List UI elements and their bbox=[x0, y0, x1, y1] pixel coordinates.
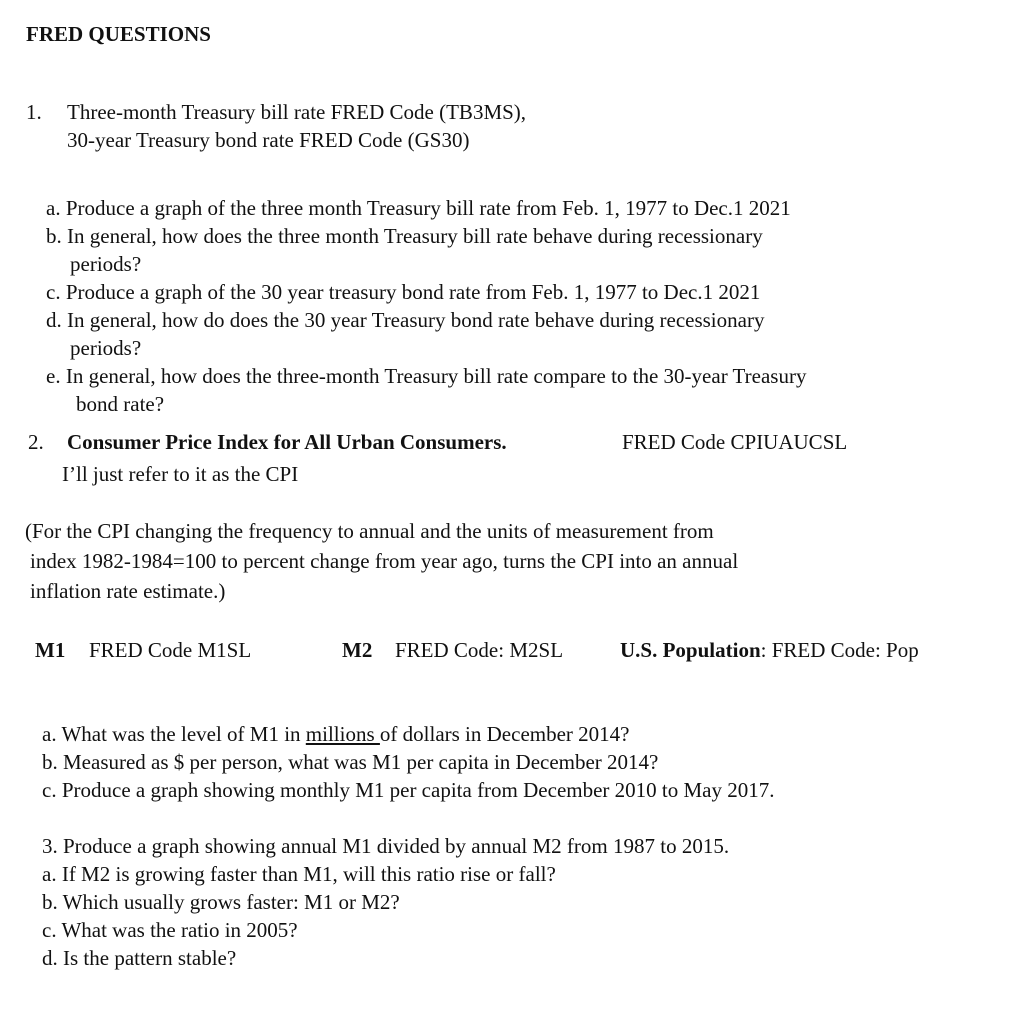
question-2-note: I’ll just refer to it as the CPI bbox=[62, 462, 299, 486]
question-2a-start: a. What was the level of M1 in bbox=[42, 722, 306, 746]
question-1e: e. In general, how does the three-month Treasury bill rate compare to the 30-year Treasury bbox=[46, 364, 807, 388]
question-1a: a. Produce a graph of the three month Treasury bill rate from Feb. 1, 1977 to Dec.1 2021 bbox=[46, 196, 791, 220]
question-2-number: 2. bbox=[28, 430, 44, 454]
m2-fred-code: FRED Code: M2SL bbox=[395, 638, 564, 662]
question-2-fred-code: FRED Code CPIUAUCSL bbox=[622, 430, 848, 454]
population-fred-code bbox=[620, 636, 919, 664]
cpi-paragraph-line-3: inflation rate estimate.) bbox=[30, 579, 226, 603]
question-2a-underlined: millions bbox=[305, 722, 380, 746]
m1-label: M1 bbox=[35, 638, 66, 662]
question-3a: a. If M2 is growing faster than M1, will this ratio rise or fall? bbox=[42, 862, 556, 886]
cpi-paragraph-line-2: index 1982-1984=100 to percent change from year ago, turns the CPI into an annual bbox=[30, 549, 739, 573]
question-1e-continued: bond rate? bbox=[76, 392, 165, 416]
question-1-line-1: Three-month Treasury bill rate FRED Code (TB3MS), bbox=[67, 100, 527, 124]
question-2a bbox=[42, 720, 630, 748]
page-title: FRED QUESTIONS bbox=[26, 22, 211, 46]
question-3: 3. Produce a graph showing annual M1 divided by annual M2 from 1987 to 2015. bbox=[42, 834, 730, 858]
cpi-paragraph-line-1: (For the CPI changing the frequency to annual and the units of measurement from bbox=[25, 519, 714, 543]
question-1-number: 1. bbox=[26, 100, 42, 124]
population-code: : FRED Code: Pop bbox=[760, 638, 919, 662]
m2-label: M2 bbox=[342, 638, 373, 662]
question-1d: d. In general, how do does the 30 year Treasury bond rate behave during recessionary bbox=[46, 308, 765, 332]
question-1c: c. Produce a graph of the 30 year treasury bond rate from Feb. 1, 1977 to Dec.1 2021 bbox=[46, 280, 761, 304]
population-label: U.S. Population bbox=[620, 638, 761, 662]
m1-fred-code: FRED Code M1SL bbox=[89, 638, 252, 662]
question-2-heading: Consumer Price Index for All Urban Consumers. bbox=[67, 430, 507, 454]
question-1d-continued: periods? bbox=[70, 336, 142, 360]
question-2c: c. Produce a graph showing monthly M1 per capita from December 2010 to May 2017. bbox=[42, 778, 775, 802]
question-2a-end: of dollars in December 2014? bbox=[379, 722, 630, 746]
question-1b-continued: periods? bbox=[70, 252, 142, 276]
question-2b: b. Measured as $ per person, what was M1 per capita in December 2014? bbox=[42, 750, 659, 774]
question-3d: d. Is the pattern stable? bbox=[42, 946, 237, 970]
question-3c: c. What was the ratio in 2005? bbox=[42, 918, 298, 942]
question-3b: b. Which usually grows faster: M1 or M2? bbox=[42, 890, 400, 914]
question-1-line-2: 30-year Treasury bond rate FRED Code (GS30) bbox=[67, 128, 470, 152]
question-1b: b. In general, how does the three month Treasury bill rate behave during recessionary bbox=[46, 224, 763, 248]
